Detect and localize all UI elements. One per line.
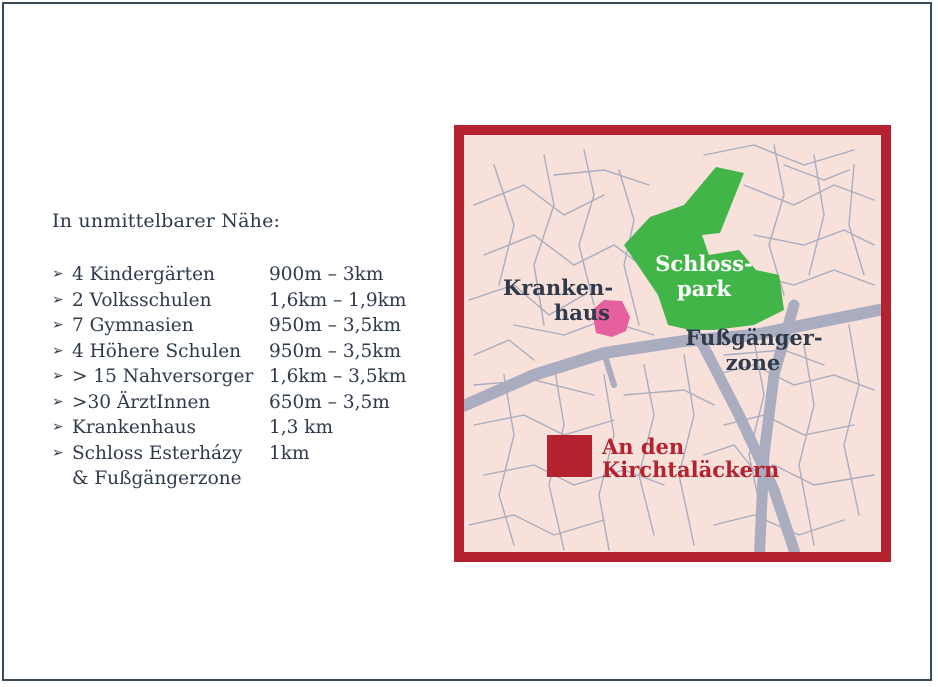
list-item [52, 339, 406, 365]
item-label-line1: Schloss Esterházy [72, 442, 243, 464]
item-label: 7 Gymnasien [72, 315, 194, 336]
item-distance: 950m – 3,5km [269, 340, 402, 362]
arrow-bullet-icon: ➢ [52, 317, 64, 333]
location-map [454, 125, 891, 562]
hospital-label-line2: haus [554, 300, 610, 325]
list-item [52, 441, 406, 492]
item-label: 2 Volksschulen [72, 289, 212, 311]
list-item [52, 415, 406, 441]
arrow-bullet-icon: ➢ [52, 342, 64, 359]
item-distance: 1km [269, 442, 310, 464]
item-label [72, 441, 269, 492]
item-distance: 950m – 3,5km [269, 315, 402, 336]
arrow-bullet-icon: ➢ [52, 444, 64, 461]
info-panel [52, 210, 406, 492]
list-item [52, 313, 406, 339]
item-label: 4 Höhere Schulen [72, 340, 242, 362]
arrow-bullet-icon: ➢ [52, 368, 64, 384]
item-distance: 650m – 3,5m [269, 391, 390, 413]
list-item [52, 262, 406, 288]
item-label: Krankenhaus [72, 417, 197, 438]
site-label-line2: Kirchtaläckern [602, 457, 780, 482]
item-label: >30 ÄrztInnen [72, 391, 211, 413]
arrow-bullet-icon: ➢ [52, 266, 64, 282]
site-label-line1: An den [602, 434, 685, 459]
info-heading: In unmittelbarer Nähe: [52, 210, 281, 232]
schlosspark-label-line1: Schloss- [655, 251, 753, 276]
arrow-bullet-icon: ➢ [52, 419, 64, 435]
item-label: > 15 Nahversorger [72, 366, 254, 387]
hospital-label-line1: Kranken- [502, 275, 614, 300]
pedestrian-zone-label-line1: Fußgänger- [685, 325, 823, 350]
schlosspark-label-line2: park [677, 276, 731, 301]
arrow-bullet-icon: ➢ [52, 291, 64, 308]
item-label-line2: & Fußgängerzone [72, 468, 242, 489]
item-distance: 900m – 3km [269, 264, 384, 285]
amenity-list [52, 262, 406, 492]
site-marker [547, 435, 592, 477]
list-item [52, 288, 406, 314]
item-distance: 1,3 km [269, 417, 334, 438]
pedestrian-zone-label-line2: zone [725, 350, 781, 375]
arrow-bullet-icon: ➢ [52, 393, 64, 410]
list-item [52, 390, 406, 416]
item-distance: 1,6km – 3,5km [269, 366, 407, 387]
item-distance: 1,6km – 1,9km [269, 289, 407, 311]
item-label: 4 Kindergärten [72, 264, 215, 285]
list-item [52, 364, 406, 390]
